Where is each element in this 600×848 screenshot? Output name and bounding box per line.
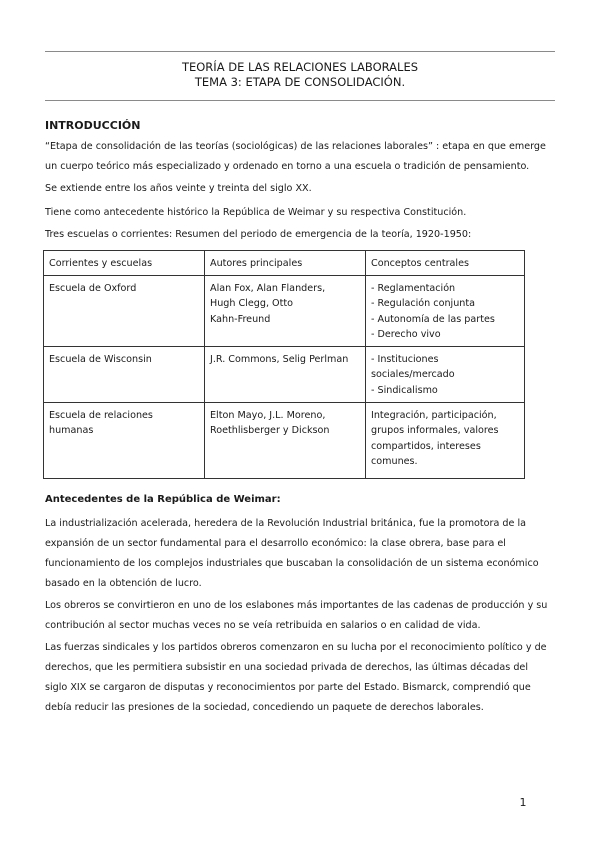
weimar-paragraph-line: siglo XIX se cargaron de disputas y reconocimientos por parte del Estado. Bismarck, comprendió que: [45, 682, 531, 693]
concept-line: Integración, participación,: [371, 409, 497, 421]
weimar-heading: Antecedentes de la República de Weimar:: [45, 494, 281, 505]
intro-paragraph: Se extiende entre los años veinte y treinta del siglo XX.: [45, 183, 312, 194]
table-header-cell: Conceptos centrales: [366, 251, 525, 276]
table-header-row: [44, 251, 525, 276]
document-title: TEORÍA DE LAS RELACIONES LABORALES: [181, 60, 419, 74]
authors-line: J.R. Commons, Selig Perlman: [210, 353, 349, 365]
authors-cell: [205, 346, 366, 402]
concept-line: comunes.: [371, 456, 418, 467]
school-name: humanas: [49, 425, 94, 436]
school-cell: [44, 402, 205, 478]
document-subtitle: TEMA 3: ETAPA DE CONSOLIDACIÓN.: [194, 75, 406, 89]
authors-cell: [205, 275, 366, 346]
weimar-paragraph-line: expansión de un sector fundamental para el desarrollo económico: la clase obrera, base para el: [45, 538, 506, 549]
concept-line: - Sindicalismo: [371, 384, 438, 396]
weimar-paragraph-line: debía reducir las presiones de la sociedad, concediendo un paquete de derechos laborales.: [45, 702, 484, 713]
authors-line: Roethlisberger y Dickson: [210, 425, 330, 436]
authors-line: Alan Fox, Alan Flanders,: [210, 282, 326, 294]
page-number: 1: [519, 796, 527, 809]
table-row: [44, 402, 525, 478]
authors-line: Elton Mayo, J.L. Moreno,: [210, 409, 326, 421]
concepts-cell: [366, 402, 525, 478]
intro-paragraph-line: “Etapa de consolidación de las teorías (sociológicas) de las relaciones laborales” : etapa en que emerge: [45, 141, 546, 152]
table-row: [44, 346, 525, 402]
weimar-paragraph-line: funcionamiento de los complejos industriales que buscaban la consolidación de un sistema económico: [45, 558, 539, 569]
concept-line: - Derecho vivo: [371, 329, 441, 340]
school-cell: [44, 275, 205, 346]
concepts-cell: [366, 275, 525, 346]
authors-cell: [205, 402, 366, 478]
school-cell: [44, 346, 205, 402]
school-name: Escuela de Wisconsin: [49, 353, 152, 365]
intro-paragraph: Tres escuelas o corrientes: Resumen del periodo de emergencia de la teoría, 1920-1950:: [45, 229, 472, 240]
concept-line: - Reglamentación: [371, 282, 456, 294]
school-name: Escuela de Oxford: [49, 282, 137, 294]
authors-line: Hugh Clegg, Otto: [210, 298, 294, 309]
concept-line: grupos informales, valores: [371, 425, 499, 436]
table-header-cell: Autores principales: [205, 251, 366, 276]
concept-line: - Instituciones: [371, 353, 439, 365]
concepts-cell: [366, 346, 525, 402]
school-name: Escuela de relaciones: [49, 409, 153, 421]
intro-heading: INTRODUCCIÓN: [45, 119, 141, 132]
weimar-paragraph-line: derechos, que les permitiera subsistir en una sociedad privada de derechos, las últimas décadas del: [45, 662, 528, 673]
weimar-paragraph-line: Los obreros se convirtieron en uno de los eslabones más importantes de las cadenas de producción y su: [45, 600, 548, 611]
weimar-paragraph-line: contribución al sector muchas veces no se veía retribuida en salarios o en calidad de vida.: [45, 620, 481, 631]
authors-line: Kahn-Freund: [210, 313, 271, 325]
concept-line: - Autonomía de las partes: [371, 313, 495, 325]
weimar-paragraph-line: Las fuerzas sindicales y los partidos obreros comenzaron en su lucha por el reconocimiento político y de: [45, 642, 547, 653]
weimar-paragraph-line: basado en la obtención de lucro.: [45, 578, 202, 589]
schools-table: [43, 250, 525, 479]
table-row: [44, 275, 525, 346]
intro-paragraph: Tiene como antecedente histórico la República de Weimar y su respectiva Constitución.: [45, 207, 467, 218]
header-top-rule: [45, 51, 555, 52]
table-header-cell: Corrientes y escuelas: [44, 251, 205, 276]
header-bottom-rule: [45, 100, 555, 101]
concept-line: compartidos, intereses: [371, 440, 481, 452]
weimar-paragraph-line: La industrialización acelerada, heredera de la Revolución Industrial británica, fue la promotora de la: [45, 518, 527, 529]
concept-line: - Regulación conjunta: [371, 298, 475, 309]
concept-line: sociales/mercado: [371, 369, 455, 380]
intro-paragraph-line: un cuerpo teórico más especializado y ordenado en torno a una escuela o tradición de pensamiento.: [45, 161, 530, 172]
